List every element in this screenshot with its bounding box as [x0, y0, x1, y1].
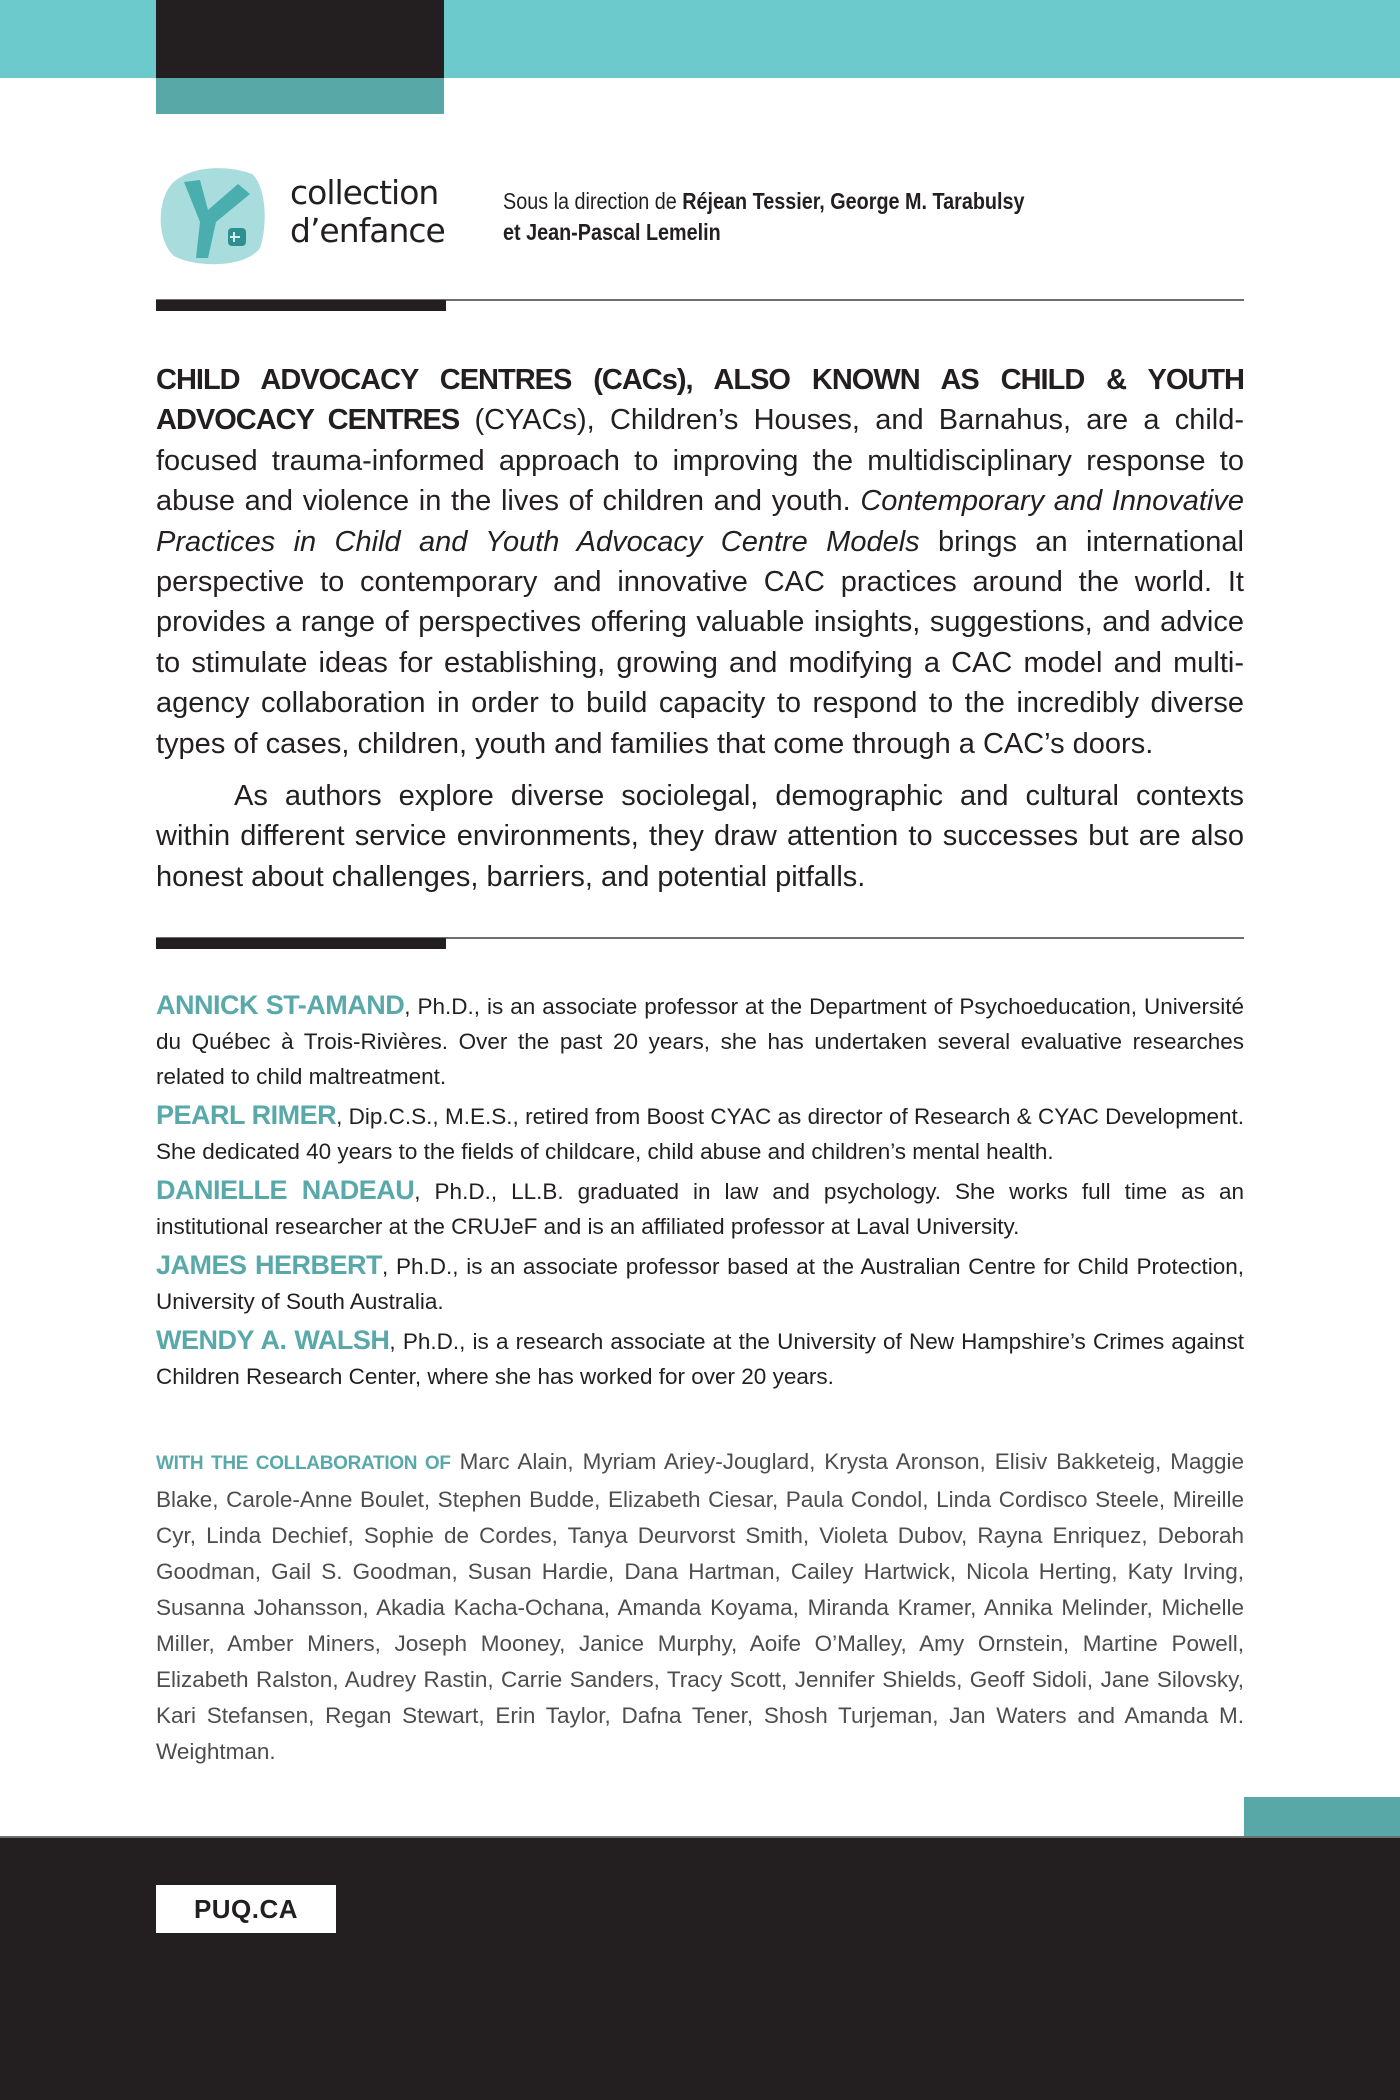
summary-paragraph-1: CHILD ADVOCACY CENTRES (CACs), ALSO KNOWN AS CHILD & YOUTH ADVOCACY CENTRES (CYACs), Children’s Houses, and Barnahus, are a child-focused trauma-informed approach to improving the multidisciplinary response to abuse and violence in the lives of children and youth. Contemporary and Innovative Practices in Child and Youth Advocacy Centre Models brings an international perspective to contemporary and innovative CAC practices around the world. It provides a range of perspectives offering valuable insights, suggestions, and advice to stimulate ideas for establishing, growing and modifying a CAC model and multi-agency collaboration in order to build capacity to respond to the incredibly diverse types of cases, children, youth and families that come through a CAC’s doors. — [156, 364, 1245, 760]
logo-text-line2: d’enfance — [290, 211, 445, 250]
author-name: WENDY A. WALSH — [156, 1325, 390, 1355]
book-summary — [156, 360, 1244, 897]
logo-text-line1: collection — [290, 173, 439, 212]
author-bio: DANIELLE NADEAU, Ph.D., LL.B. graduated in law and psychology. She works full time as an institutional researcher at the CRUJeF and is an affiliated professor at Laval University. — [156, 1175, 1244, 1239]
collection-logo — [156, 160, 456, 270]
editors-credit — [503, 186, 1024, 248]
top-dark-block — [156, 0, 444, 78]
author-name: JAMES HERBERT — [156, 1250, 382, 1280]
publisher-website-badge[interactable] — [156, 1885, 336, 1933]
author-bio: ANNICK ST-AMAND, Ph.D., is an associate professor at the Department of Psychoeducation, Université du Québec à Trois-Rivières. Over the past 20 years, she has undertaken several evaluative researches related to child maltreatment. — [156, 990, 1245, 1089]
collaborators — [156, 1444, 1244, 1770]
editor-names-line1: Réjean Tessier, George M. Tarabulsy — [682, 188, 1025, 214]
book-title: Contemporary and Innovative Practices in Child and Youth Advocacy Centre Models — [156, 485, 1244, 558]
author-bios — [156, 988, 1244, 1398]
section-divider-top — [156, 299, 1244, 311]
editor-names-line2: et Jean-Pascal Lemelin — [503, 219, 721, 245]
author-bio: WENDY A. WALSH, Ph.D., is a research associate at the University of New Hampshire’s Crimes against Children Research Center, where she has worked for over 20 years. — [156, 1325, 1244, 1389]
collaboration-label: WITH THE COLLABORATION OF — [156, 1453, 451, 1474]
publisher-website-link[interactable]: PUQ.CA — [193, 1893, 299, 1924]
bottom-teal-block — [1244, 1797, 1400, 1836]
author-name: DANIELLE NADEAU — [156, 1175, 415, 1205]
summary-lead: CHILD ADVOCACY CENTRES (CACs), ALSO KNOWN AS CHILD & YOUTH ADVOCACY CENTRES — [156, 364, 1244, 437]
direction-prefix: Sous la direction de — [503, 188, 683, 214]
author-name: ANNICK ST-AMAND — [156, 990, 405, 1020]
collaborator-names: Marc Alain, Myriam Ariey-Jouglard, Krysta Aronson, Elisiv Bakketeig, Maggie Blake, Carole-Anne Boulet, Stephen Budde, Elizabeth Ciesar, Paula Condol, Linda Cordisco Steele, Mireille Cyr, Linda Dechief, Sophie de Cordes, Tanya Deurvorst Smith, Violeta Dubov, Rayna Enriquez, Deborah Goodman, Gail S. Goodman, Susan Hardie, Dana Hartman, Cailey Hartwick, Nicola Herting, Katy Irving, Susanna Johansson, Akadia Kacha-Ochana, Amanda Koyama, Miranda Kramer, Annika Melinder, Michelle Miller, Amber Miners, Joseph Mooney, Janice Murphy, Aoife O’Malley, Amy Ornstein, Martine Powell, Elizabeth Ralston, Audrey Rastin, Carrie Sanders, Tracy Scott, Jennifer Shields, Geoff Sidoli, Jane Silovsky, Kari Stefansen, Regan Stewart, Erin Taylor, Dafna Tener, Shosh Turjeman, Jan Waters and Amanda M. Weightman. — [156, 1449, 1244, 1764]
collection-denfance-logo-icon — [156, 164, 268, 268]
summary-paragraph-2: As authors explore diverse sociolegal, demographic and cultural contexts within different service environments, they draw attention to successes but are also honest about challenges, barriers, and potential pitfalls. — [156, 780, 1244, 893]
author-bio: JAMES HERBERT, Ph.D., is an associate professor based at the Australian Centre for Child Protection, University of South Australia. — [156, 1250, 1245, 1314]
section-divider-middle — [156, 937, 1244, 949]
author-bio: PEARL RIMER, Dip.C.S., M.E.S., retired from Boost CYAC as director of Research & CYAC Development. She dedicated 40 years to the fields of childcare, child abuse and children’s mental health. — [156, 1100, 1244, 1164]
top-teal-block — [156, 78, 444, 114]
author-name: PEARL RIMER — [156, 1100, 337, 1130]
bottom-dark-band — [0, 1838, 1400, 2100]
